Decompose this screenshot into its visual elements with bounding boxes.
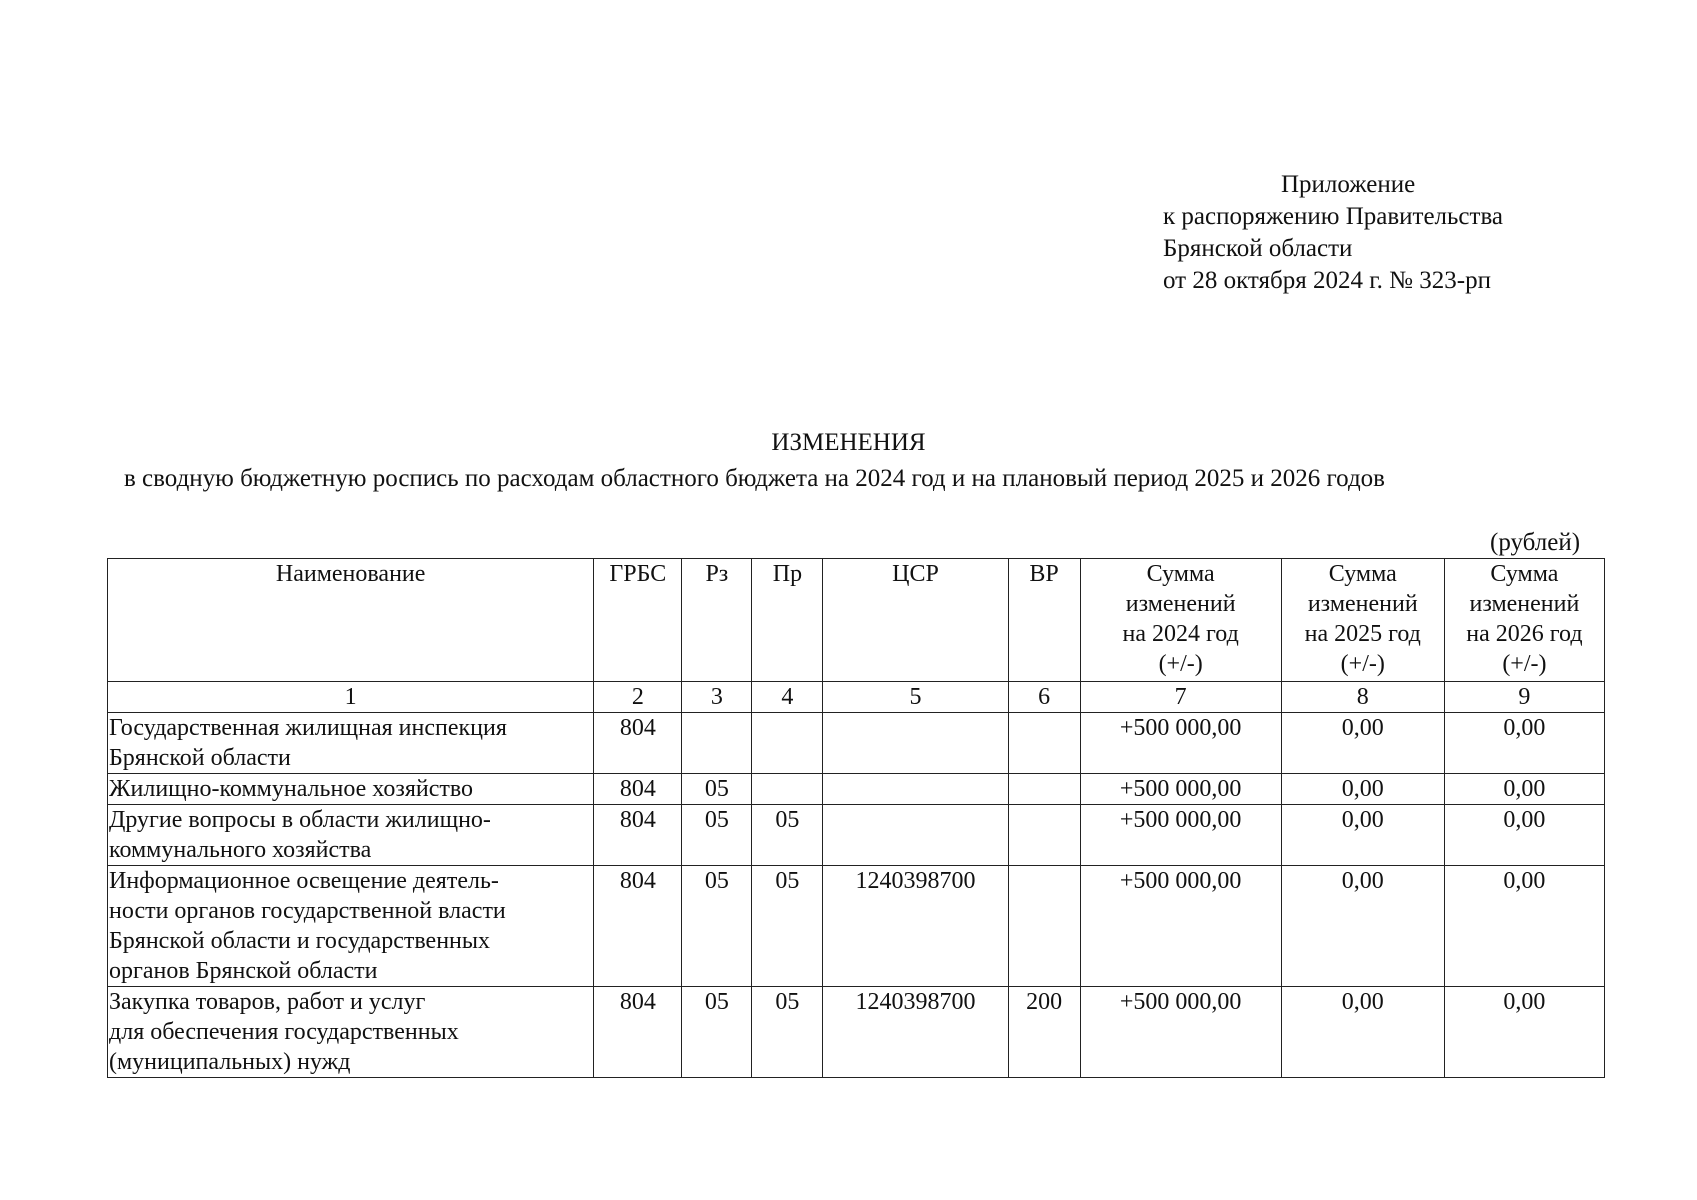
row-name-line: Другие вопросы в области жилищно- [109,807,491,833]
row-name-line: Брянской области и государственных [109,928,490,954]
header-name: Наименование [108,559,594,682]
row-sum-2024: +500 000,00 [1080,713,1281,774]
row-grbs: 804 [594,774,682,805]
row-grbs: 804 [594,805,682,866]
header-sum-2025-line: (+/-) [1340,651,1385,677]
row-grbs: 804 [594,866,682,987]
header-sum-2024 [1080,559,1281,682]
table-row [108,713,1605,774]
header-sum-2025-line: изменений [1307,591,1418,617]
column-number: 8 [1281,682,1444,713]
column-number: 9 [1444,682,1604,713]
row-sum-2024: +500 000,00 [1080,774,1281,805]
row-csr [823,713,1008,774]
column-number: 2 [594,682,682,713]
row-sum-2025: 0,00 [1281,805,1444,866]
header-rz: Рз [682,559,752,682]
row-vr [1008,866,1080,987]
header-csr: ЦСР [823,559,1008,682]
row-vr [1008,713,1080,774]
row-sum-2026: 0,00 [1444,774,1604,805]
row-rz: 05 [682,866,752,987]
table-row [108,805,1605,866]
row-csr [823,774,1008,805]
column-number: 7 [1080,682,1281,713]
row-name-line: Брянской области [109,745,291,771]
row-vr [1008,805,1080,866]
row-name-line: для обеспечения государственных [109,1019,459,1045]
header-sum-2026 [1444,559,1604,682]
appendix-region-line: Брянской области [1163,235,1353,262]
row-sum-2024: +500 000,00 [1080,987,1281,1078]
row-name-line: Жилищно-коммунальное хозяйство [109,776,474,802]
row-grbs: 804 [594,987,682,1078]
row-csr: 1240398700 [823,866,1008,987]
row-sum-2026: 0,00 [1444,866,1604,987]
column-number: 5 [823,682,1008,713]
header-sum-2024-line: на 2024 год [1122,621,1239,647]
row-sum-2026: 0,00 [1444,987,1604,1078]
row-sum-2026: 0,00 [1444,713,1604,774]
header-sum-2024-line: Сумма [1146,561,1215,587]
row-sum-2025: 0,00 [1281,866,1444,987]
row-name-line: коммунального хозяйства [109,837,372,863]
row-csr: 1240398700 [823,987,1008,1078]
document-subtitle: в сводную бюджетную роспись по расходам областного бюджета на 2024 год и на плановый период 2025 и 2026 годов [124,465,1385,492]
appendix-heading: Приложение [1281,171,1416,198]
column-number: 4 [752,682,823,713]
row-name-line: органов Брянской области [109,958,378,984]
row-pr: 05 [752,987,823,1078]
row-rz: 05 [682,987,752,1078]
row-sum-2025: 0,00 [1281,774,1444,805]
header-grbs: ГРБС [594,559,682,682]
row-csr [823,805,1008,866]
header-row [108,559,1605,682]
row-name [108,987,594,1078]
row-name-line: Государственная жилищная инспекция [109,715,507,741]
row-name [108,805,594,866]
column-number: 1 [108,682,594,713]
units-label: (рублей) [1490,529,1581,556]
header-sum-2025-line: Сумма [1328,561,1397,587]
row-sum-2024: +500 000,00 [1080,805,1281,866]
row-pr [752,774,823,805]
row-pr [752,713,823,774]
row-pr: 05 [752,805,823,866]
row-pr: 05 [752,866,823,987]
row-rz [682,713,752,774]
header-sum-2026-line: (+/-) [1502,651,1547,677]
header-sum-2026-line: на 2026 год [1466,621,1583,647]
row-sum-2025: 0,00 [1281,713,1444,774]
row-vr: 200 [1008,987,1080,1078]
row-name-line: Закупка товаров, работ и услуг [109,989,426,1015]
row-name [108,774,594,805]
row-grbs: 804 [594,713,682,774]
row-vr [1008,774,1080,805]
row-name [108,866,594,987]
row-rz: 05 [682,805,752,866]
column-number: 3 [682,682,752,713]
table-row [108,866,1605,987]
table-row [108,987,1605,1078]
row-name-line: ности органов государственной власти [109,898,506,924]
appendix-block [1163,169,1503,297]
row-sum-2025: 0,00 [1281,987,1444,1078]
header-sum-2024-line: изменений [1125,591,1236,617]
header-sum-2026-line: изменений [1469,591,1580,617]
header-sum-2026-line: Сумма [1490,561,1559,587]
column-number-row [108,682,1605,713]
header-sum-2025 [1281,559,1444,682]
row-name [108,713,594,774]
row-name-line: (муниципальных) нужд [109,1049,351,1075]
appendix-date-line: от 28 октября 2024 г. № 323-рп [1163,267,1491,294]
appendix-order-line: к распоряжению Правительства [1163,203,1504,230]
header-pr: Пр [752,559,823,682]
budget-changes-table [107,558,1605,1078]
row-rz: 05 [682,774,752,805]
header-vr: ВР [1008,559,1080,682]
row-sum-2024: +500 000,00 [1080,866,1281,987]
row-sum-2026: 0,00 [1444,805,1604,866]
row-name-line: Информационное освещение деятель- [109,868,499,894]
table-row [108,774,1605,805]
header-sum-2024-line: (+/-) [1158,651,1203,677]
header-sum-2025-line: на 2025 год [1304,621,1421,647]
document-title: ИЗМЕНЕНИЯ [771,429,926,456]
column-number: 6 [1008,682,1080,713]
